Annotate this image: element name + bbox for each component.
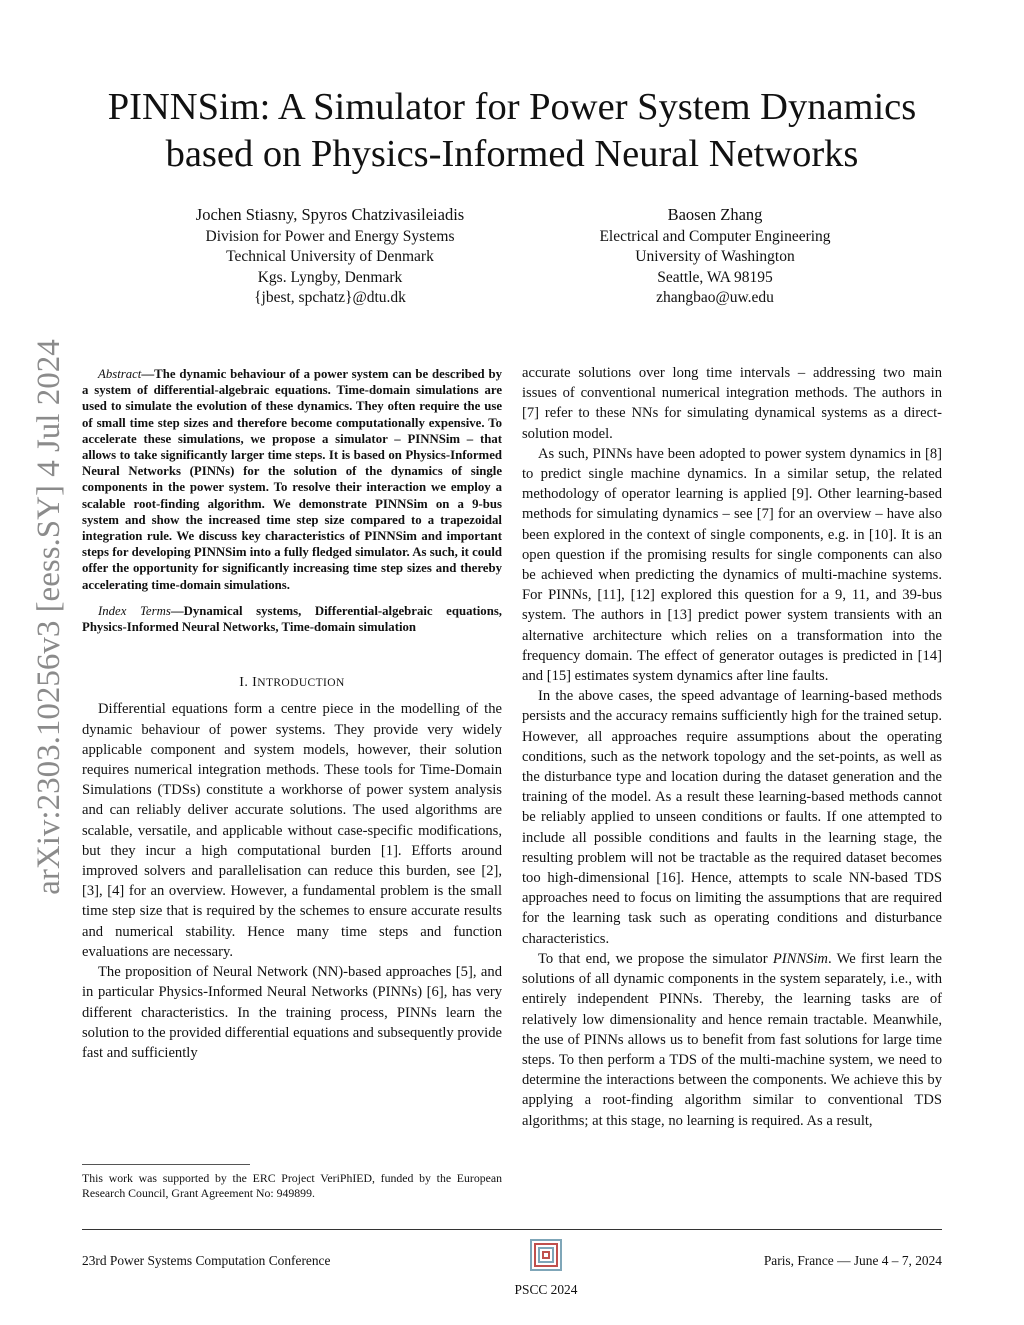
abstract-lead: Abstract [98,367,142,381]
abstract-text: —The dynamic behaviour of a power system can be described by a system of differential-algebraic equations. Time-domain simulations are used to simulate the evolution of these dynamics. They often require the use of small time step sizes and therefore become computationally expensive. To accelerate these simulations, we propose a simulator – PINNSim – that allows to take significantly larger time steps. It is based on Physics-Informed Neural Networks (PINNs) for the solution of the dynamics of single components in the power system. To resolve their interaction we employ a scalable root-finding algorithm. We demonstrate PINNSim on a 9-bus system and show the increased time step size compared to a trapezoidal integration rule. We discuss key characteristics of PINNSim and important steps for developing PINNSim into a fully fledged simulator. As such, it could offer the opportunity for significantly increasing time step sizes and thereby accelerating time-domain simulations. [82,367,502,592]
author-block-left [150,205,510,309]
section-initial: I [252,675,258,691]
paper-title [60,84,964,178]
footnote [82,1171,502,1201]
author-dept: Division for Power and Energy Systems [205,227,455,245]
left-column [82,366,502,1063]
footnote-text: This work was supported by the ERC Project VeriPhIED, funded by the European Research Council, Grant Agreement No: 949899. [82,1171,502,1200]
intro-paragraph-1: Differential equations form a centre piece in the modelling of the dynamic behaviour of power systems. They provide very widely applicable component and system models, however, their solution requires numerical integration methods. These tools for Time-Domain Simulations (TDSs) constitute a workhorse of power system analysis and can reliably deliver accurate solutions. The used algorithms are scalable, versatile, and applicable without case-specific modifications, but they incur a high computational burden [1]. Efforts around improved solvers and parallelisation can reduce this burden, see [2], [3], [4] for an overview. However, a fundamental problem is the small time step size that is required by the schemes to ensure accurate results and numerical stability. Hence many time steps and function evaluations are necessary. [82,701,502,960]
index-terms-lead: Index Terms [98,603,171,618]
title-line-2: based on Physics-Informed Neural Networks [165,133,859,175]
intro-paragraph-2: The proposition of Neural Network (NN)-based approaches [5], and in particular Physics-Informed Neural Networks (PINNs) [6], has very different characteristics. In the training process, PINNs learn the solution to the provided differential equations and subsequently provide fast and sufficiently [82,964,502,1061]
p4-text-after: . We first learn the solutions of all dynamic components in the system separately, i.e., with entirely independent PINNs. Thereby, the learning tasks are of relatively low dimensionality and hence remain tractable. Meanwhile, the use of PINNs allows us to benefit from fast solutions for large time steps. To then perform a TDS of the multi-machine system, we need to determine the interactions between the components. We achieve this by applying a root-finding algorithm similar to conventional TDS algorithms; at this stage, no learning is required. As a result, [522,950,942,1129]
author-location: Seattle, WA 98195 [657,268,773,286]
footer-pscc-label: PSCC 2024 [514,1282,578,1297]
title-line-1: PINNSim: A Simulator for Power System Dynamics [107,86,917,128]
author-email: zhangbao@uw.edu [656,289,774,306]
abstract [82,366,502,593]
author-institution: University of Washington [635,248,795,265]
index-terms-text: —Dynamical systems, Differential-algebraic equations, Physics-Informed Neural Networks, Time-domain simulation [82,603,502,635]
author-name: Baosen Zhang [667,205,763,224]
section-heading-introduction [82,673,502,693]
section-numeral: I. [239,675,249,691]
right-paragraph-1: accurate solutions over long time intervals – addressing two main issues of conventional numerical integration methods. The authors in [7] refer to these NNs for simulating dynamical systems as a direct-solution model. [522,365,942,442]
index-terms [82,603,502,635]
author-name: Jochen Stiasny, Spyros Chatzivasileiadis [195,205,465,224]
author-location: Kgs. Lyngby, Denmark [257,268,403,286]
footer-conference: 23rd Power Systems Computation Conference [82,1253,331,1268]
right-paragraph-3: In the above cases, the speed advantage of learning-based methods persists and the accuracy remains sufficiently high for the trained setup. However, all approaches require assumptions about the operating conditions, such as the network topology and the set-points, as well as the disturbance type and location during the dataset generation and the training of the model. As a result these learning-based methods cannot be reliably applied to unseen conditions or faults. If one attempted to include all possible conditions and faults in the learning stage, the resulting problem will not be tractable as the required dataset becomes too high-dimensional [16]. Hence, attempts to scale NN-based TDS approaches need to focus on limiting the assumptions that are required for the learning task such as operating conditions and disturbance characteristics. [522,688,942,947]
arxiv-stamp: arXiv:2303.10256v3 [eess.SY] 4 Jul 2024 [31,339,67,895]
author-institution: Technical University of Denmark [226,248,434,265]
author-dept: Electrical and Computer Engineering [599,227,831,245]
author-email: {jbest, spchatz}@dtu.dk [254,289,406,306]
author-block-right [555,205,875,309]
footnote-rule [82,1164,250,1165]
pscc-logo-icon [530,1239,562,1271]
footer-location-date: Paris, France — June 4 – 7, 2024 [763,1253,942,1268]
section-title-rest: NTRODUCTION [257,677,345,690]
footer-rule [82,1229,942,1230]
p4-text-before: To that end, we propose the simulator [538,950,773,967]
right-paragraph-2: As such, PINNs have been adopted to power system dynamics in [8] to predict single machine dynamics. In a similar setup, the related methodology of operator learning is applied [9]. Other learning-based methods for simulating dynamics – see [7] for an overview – have also been explored in the context of single components, e.g. in [10]. It is an open question if the promising results for single components can also be achieved when predicting the dynamics of multi-machine systems. For PINNs, [11], [12] explored this question for a 9, 11, and 39-bus system. The authors in [13] predict power system transients with an alternative architecture which relies on a transformation into the frequency domain. The effect of generator outages is predicted in [14] and [15] estimates system dynamics after line faults. [522,445,942,685]
right-column [522,363,942,1131]
p4-emphasis: PINNSim [772,950,828,967]
right-paragraph-4 [522,949,942,1131]
